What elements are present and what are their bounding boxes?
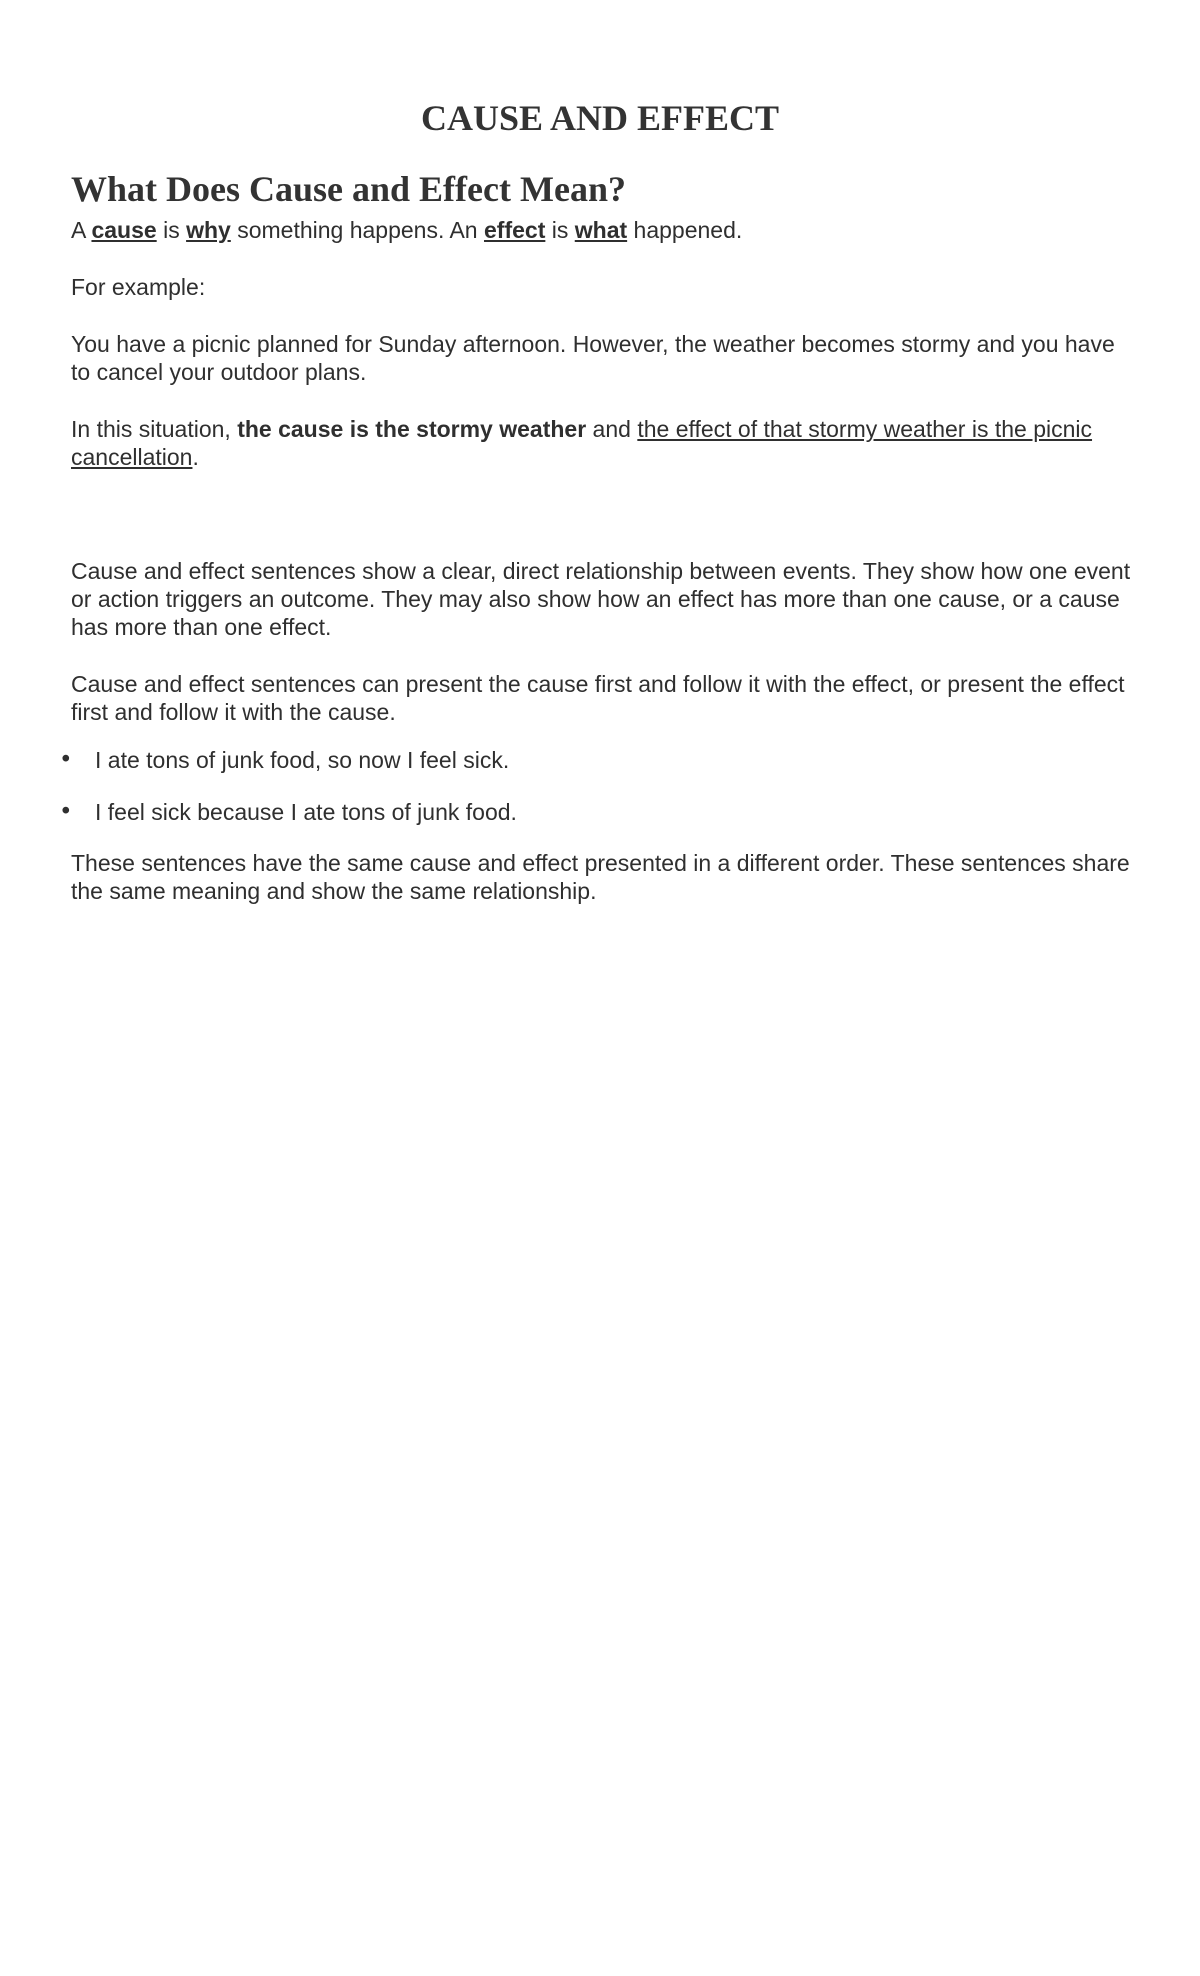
- document-title: CAUSE AND EFFECT: [420, 98, 780, 138]
- term-why: why: [186, 217, 231, 243]
- bullet-icon: •: [59, 747, 73, 773]
- definition-text: happened.: [627, 217, 743, 243]
- conclusion-paragraph: These sentences have the same cause and effect presented in a different order. These sentences share the same meaning and show the same relationship.: [71, 850, 1130, 904]
- example-paragraph: You have a picnic planned for Sunday afternoon. However, the weather becomes stormy and you have to cancel your outdoor plans.: [71, 331, 1115, 385]
- definition-text: A: [71, 217, 92, 243]
- list-item: [59, 798, 1131, 826]
- relationship-paragraph: Cause and effect sentences show a clear, direct relationship between events. They show how one event or action triggers an outcome. They may also show how an effect has more than one cause, or a cause has more than one effect.: [71, 558, 1131, 640]
- situation-text: In this situation,: [71, 416, 238, 442]
- definition-text: is: [545, 217, 575, 243]
- term-cause: cause: [91, 217, 157, 243]
- cause-statement: the cause is the stormy weather: [237, 416, 587, 442]
- situation-paragraph: [71, 415, 1131, 471]
- list-item: [59, 746, 1131, 774]
- example-sentence: I feel sick because I ate tons of junk food.: [95, 799, 517, 825]
- document-body: [59, 166, 1131, 905]
- definition-text: is: [156, 217, 187, 243]
- term-what: what: [574, 217, 628, 243]
- definition-text: something happens. An: [230, 217, 484, 243]
- for-example-label: For example:: [71, 274, 206, 300]
- section-heading: What Does Cause and Effect Mean?: [71, 169, 626, 209]
- bullet-icon: •: [59, 799, 73, 825]
- situation-text: .: [192, 444, 199, 470]
- effect-statement: the effect of that stormy weather is the picnic cancellation: [71, 416, 1093, 470]
- example-sentence: I ate tons of junk food, so now I feel sick.: [95, 747, 510, 773]
- situation-text: and: [586, 416, 638, 442]
- definition-paragraph: [71, 216, 1131, 244]
- example-list: [59, 746, 1131, 826]
- order-paragraph: Cause and effect sentences can present the cause first and follow it with the effect, or present the effect first and follow it with the cause.: [71, 671, 1125, 725]
- term-effect: effect: [484, 217, 546, 243]
